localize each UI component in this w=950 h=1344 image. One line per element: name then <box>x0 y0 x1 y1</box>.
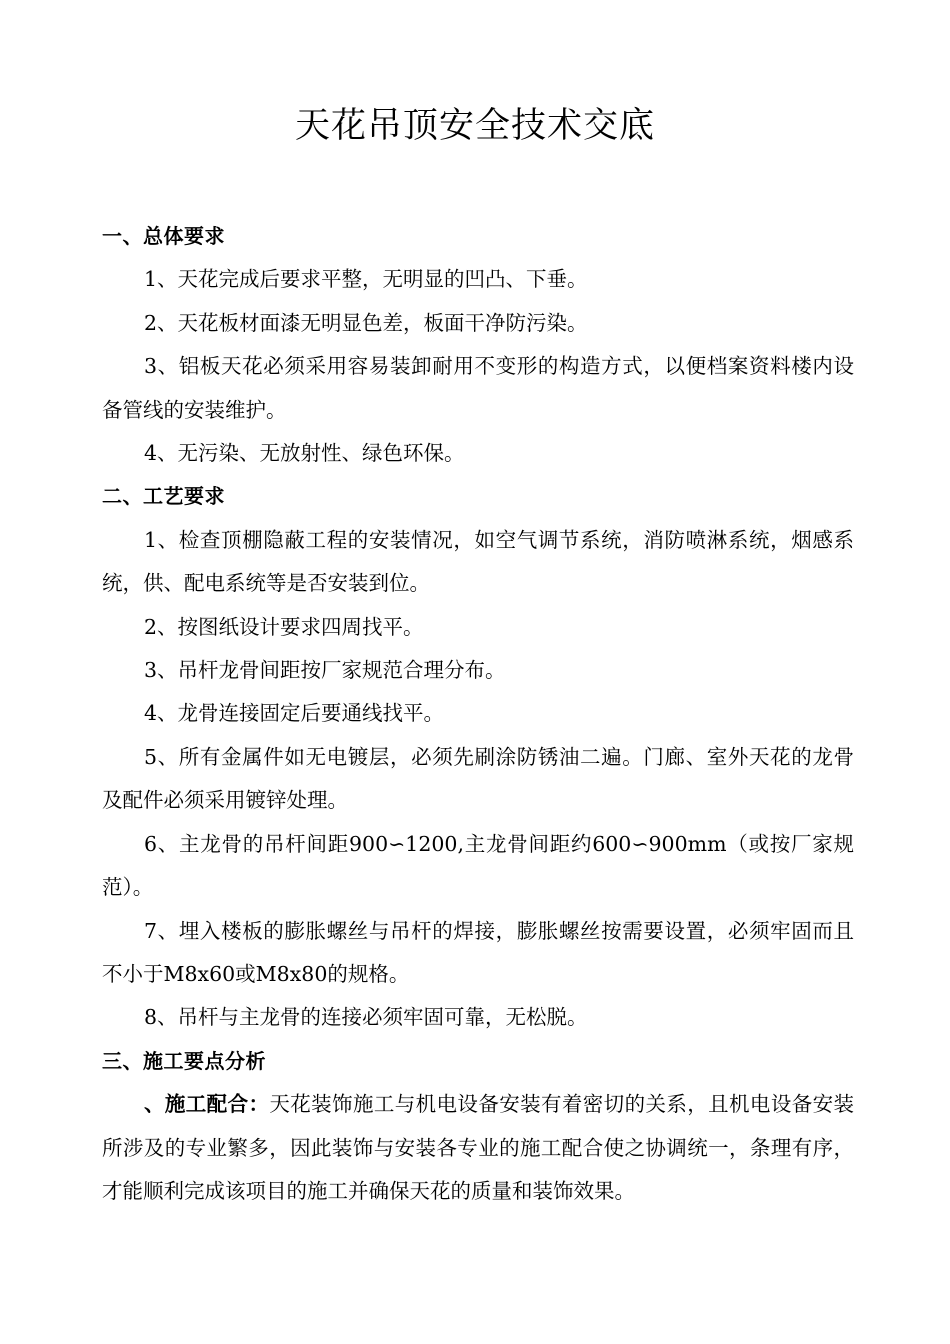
general-item-4: 4、无污染、无放射性、绿色环保。 <box>144 441 465 466</box>
general-item-3: 3、铝板天花必须采用容易装卸耐用不变形的构造方式，以便档案资料楼内设备管线的安装维护。 <box>102 354 854 422</box>
process-item-6: 6、主龙骨的吊杆间距900∽1200,主龙骨间距约600∽900mm（或按厂家规范）。 <box>102 831 854 900</box>
process-item-5: 5、所有金属件如无电镀层，必须先刷涂防锈油二遍。门廊、室外天花的龙骨及配件必须采用镀锌处理。 <box>102 744 854 813</box>
key-point-paragraph <box>102 1083 854 1213</box>
section-heading-general: 一、总体要求 <box>102 224 225 248</box>
section-heading-key-points: 三、施工要点分析 <box>102 1048 266 1073</box>
process-item-2: 2、按图纸设计要求四周找平。 <box>144 614 424 639</box>
process-item-8: 8、吊杆与主龙骨的连接必须牢固可靠，无松脱。 <box>144 1005 588 1030</box>
process-item-3: 3、吊杆龙骨间距按厂家规范合理分布。 <box>144 658 506 683</box>
key-point-lead: 、施工配合： <box>144 1092 270 1117</box>
document-body <box>102 215 854 1213</box>
process-item-7: 7、埋入楼板的膨胀螺丝与吊杆的焊接，膨胀螺丝按需要设置，必须牢固而且不小于M8x60或M8x80的规格。 <box>102 918 854 986</box>
section-heading-process: 二、工艺要求 <box>102 484 225 509</box>
process-item-1: 1、检查顶棚隐蔽工程的安装情况，如空气调节系统，消防喷淋系统，烟感系统，供、配电系统等是否安装到位。 <box>102 527 854 596</box>
document-title: 天花吊顶安全技术交底 <box>294 106 655 146</box>
general-item-1: 1、天花完成后要求平整，无明显的凹凸、下垂。 <box>144 267 588 292</box>
general-item-2: 2、天花板材面漆无明显色差，板面干净防污染。 <box>144 310 588 335</box>
process-item-4: 4、龙骨连接固定后要通线找平。 <box>144 701 445 726</box>
key-point-text: 天花装饰施工与机电设备安装有着密切的关系，且机电设备安装所涉及的专业繁多，因此装饰与安装各专业的施工配合使之协调统一，条理有序，才能顺利完成该项目的施工并确保天花的质量和装饰效果。 <box>102 1092 855 1203</box>
